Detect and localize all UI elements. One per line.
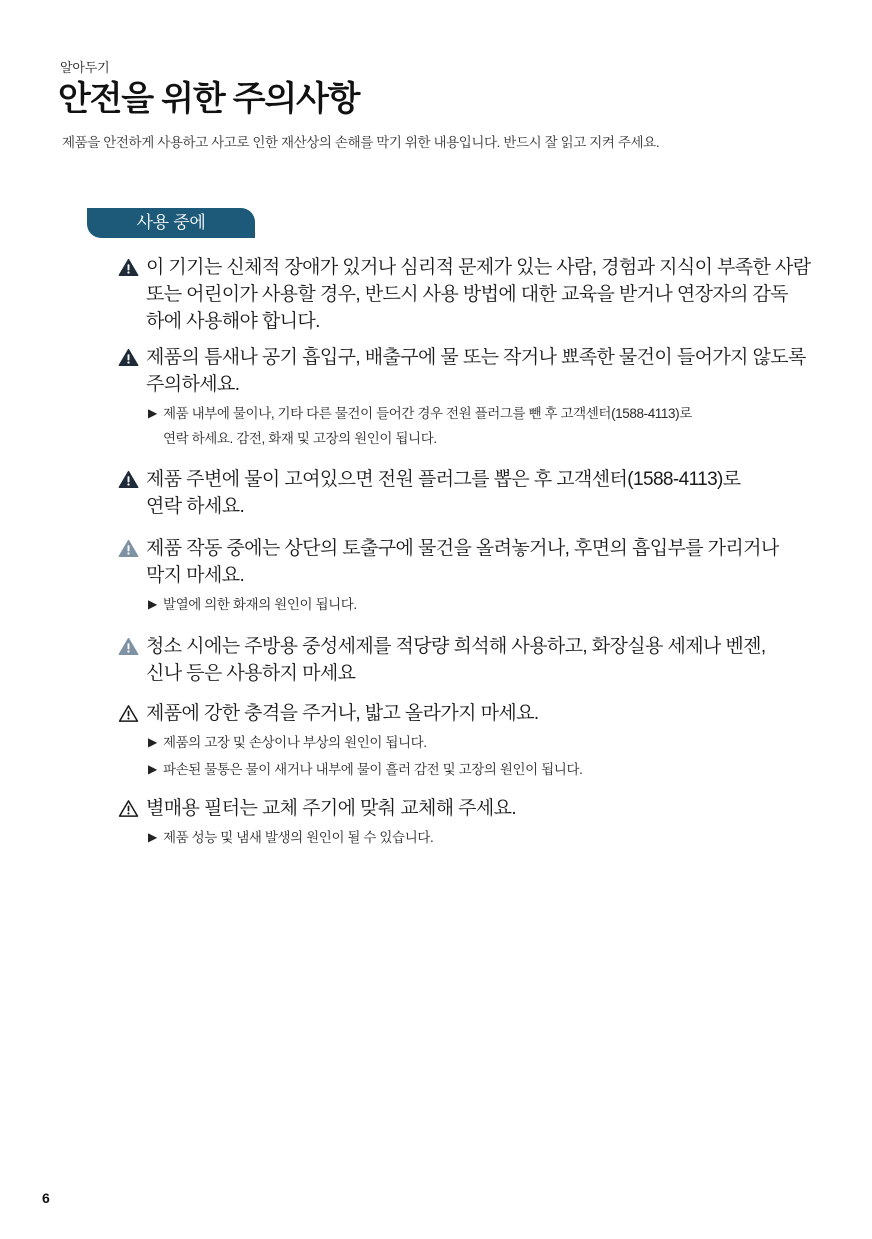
bullet-arrow-icon: ▶ bbox=[148, 406, 158, 420]
note-text-line: 파손된 물통은 물이 새거나 내부에 물이 흘러 감전 및 고장의 원인이 됩니다. bbox=[163, 762, 583, 777]
item-text-line: 이 기기는 신체적 장애가 있거나 심리적 문제가 있는 사람, 경험과 지식이 부족한 사람 bbox=[146, 257, 811, 278]
note bbox=[148, 401, 818, 451]
note-lines bbox=[163, 757, 818, 782]
note-lines bbox=[163, 401, 818, 451]
safety-item bbox=[118, 535, 818, 617]
page-title: 안전을 위한 주의사항 bbox=[58, 80, 360, 118]
note-text-line: 제품 성능 및 냄새 발생의 원인이 될 수 있습니다. bbox=[163, 830, 434, 845]
safety-item bbox=[118, 344, 818, 451]
item-body bbox=[146, 535, 818, 617]
item-text-line: 제품에 강한 충격을 주거나, 밟고 올라가지 마세요. bbox=[146, 703, 539, 724]
item-text-line: 제품의 틈새나 공기 흡입구, 배출구에 물 또는 작거나 뾰족한 물건이 들어가지 않도록 bbox=[146, 347, 806, 368]
note bbox=[148, 730, 818, 755]
item-text-line: 제품 작동 중에는 상단의 토출구에 물건을 올려놓거나, 후면의 흡입부를 가리거나 bbox=[146, 538, 779, 559]
safety-item bbox=[118, 254, 818, 335]
item-body bbox=[146, 633, 818, 687]
item-text-line: 막지 마세요. bbox=[146, 565, 245, 586]
item-text-line: 별매용 필터는 교체 주기에 맞춰 교체해 주세요. bbox=[146, 798, 517, 819]
note bbox=[148, 757, 818, 782]
item-text-line: 제품 주변에 물이 고여있으면 전원 플러그를 뽑은 후 고객센터(1588-4113)로 bbox=[146, 469, 741, 490]
bullet-arrow-icon: ▶ bbox=[148, 597, 158, 611]
notice-icon bbox=[118, 700, 146, 727]
item-body bbox=[146, 254, 818, 335]
safety-list bbox=[118, 254, 818, 850]
bullet-arrow-icon: ▶ bbox=[148, 762, 158, 776]
note-lines bbox=[163, 825, 818, 850]
bullet-arrow-icon: ▶ bbox=[148, 735, 158, 749]
safety-item bbox=[118, 700, 818, 782]
note-lines bbox=[163, 592, 818, 617]
note-lines bbox=[163, 730, 818, 755]
item-text-line: 청소 시에는 주방용 중성세제를 적당량 희석해 사용하고, 화장실용 세제나 벤젠, bbox=[146, 636, 766, 657]
safety-item bbox=[118, 466, 818, 520]
item-text-line: 연락 하세요. bbox=[146, 496, 245, 517]
warning-icon bbox=[118, 466, 146, 493]
note-text-line: 발열에 의한 화재의 원인이 됩니다. bbox=[163, 597, 357, 612]
page-subtitle: 제품을 안전하게 사용하고 사고로 인한 재산상의 손해를 막기 위한 내용입니다. 반드시 잘 읽고 지켜 주세요. bbox=[62, 135, 660, 150]
item-text-line: 하에 사용해야 합니다. bbox=[146, 311, 320, 332]
section-tab: 사용 중에 bbox=[87, 208, 255, 238]
warning-icon bbox=[118, 344, 146, 371]
item-body bbox=[146, 466, 818, 520]
item-text-line: 주의하세요. bbox=[146, 374, 240, 395]
item-text-line: 신나 등은 사용하지 마세요 bbox=[146, 663, 356, 684]
item-text-line: 또는 어린이가 사용할 경우, 반드시 사용 방법에 대한 교육을 받거나 연장자의 감독 bbox=[146, 284, 789, 305]
bullet-arrow-icon: ▶ bbox=[148, 830, 158, 844]
safety-item bbox=[118, 795, 818, 850]
section-label: 알아두기 bbox=[60, 60, 110, 75]
caution-icon bbox=[118, 633, 146, 660]
item-body bbox=[146, 795, 818, 850]
note-text-line: 제품의 고장 및 손상이나 부상의 원인이 됩니다. bbox=[163, 735, 427, 750]
note-text-line: 연락 하세요. 감전, 화재 및 고장의 원인이 됩니다. bbox=[163, 431, 437, 446]
page-number: 6 bbox=[42, 1190, 50, 1206]
note bbox=[148, 825, 818, 850]
safety-item bbox=[118, 633, 818, 687]
notice-icon bbox=[118, 795, 146, 822]
note bbox=[148, 592, 818, 617]
page-header bbox=[60, 58, 840, 153]
note-text-line: 제품 내부에 물이나, 기타 다른 물건이 들어간 경우 전원 플러그를 뺀 후 고객센터(1588-4113)로 bbox=[163, 406, 692, 421]
item-body bbox=[146, 344, 818, 451]
warning-icon bbox=[118, 254, 146, 281]
caution-icon bbox=[118, 535, 146, 562]
item-body bbox=[146, 700, 818, 782]
